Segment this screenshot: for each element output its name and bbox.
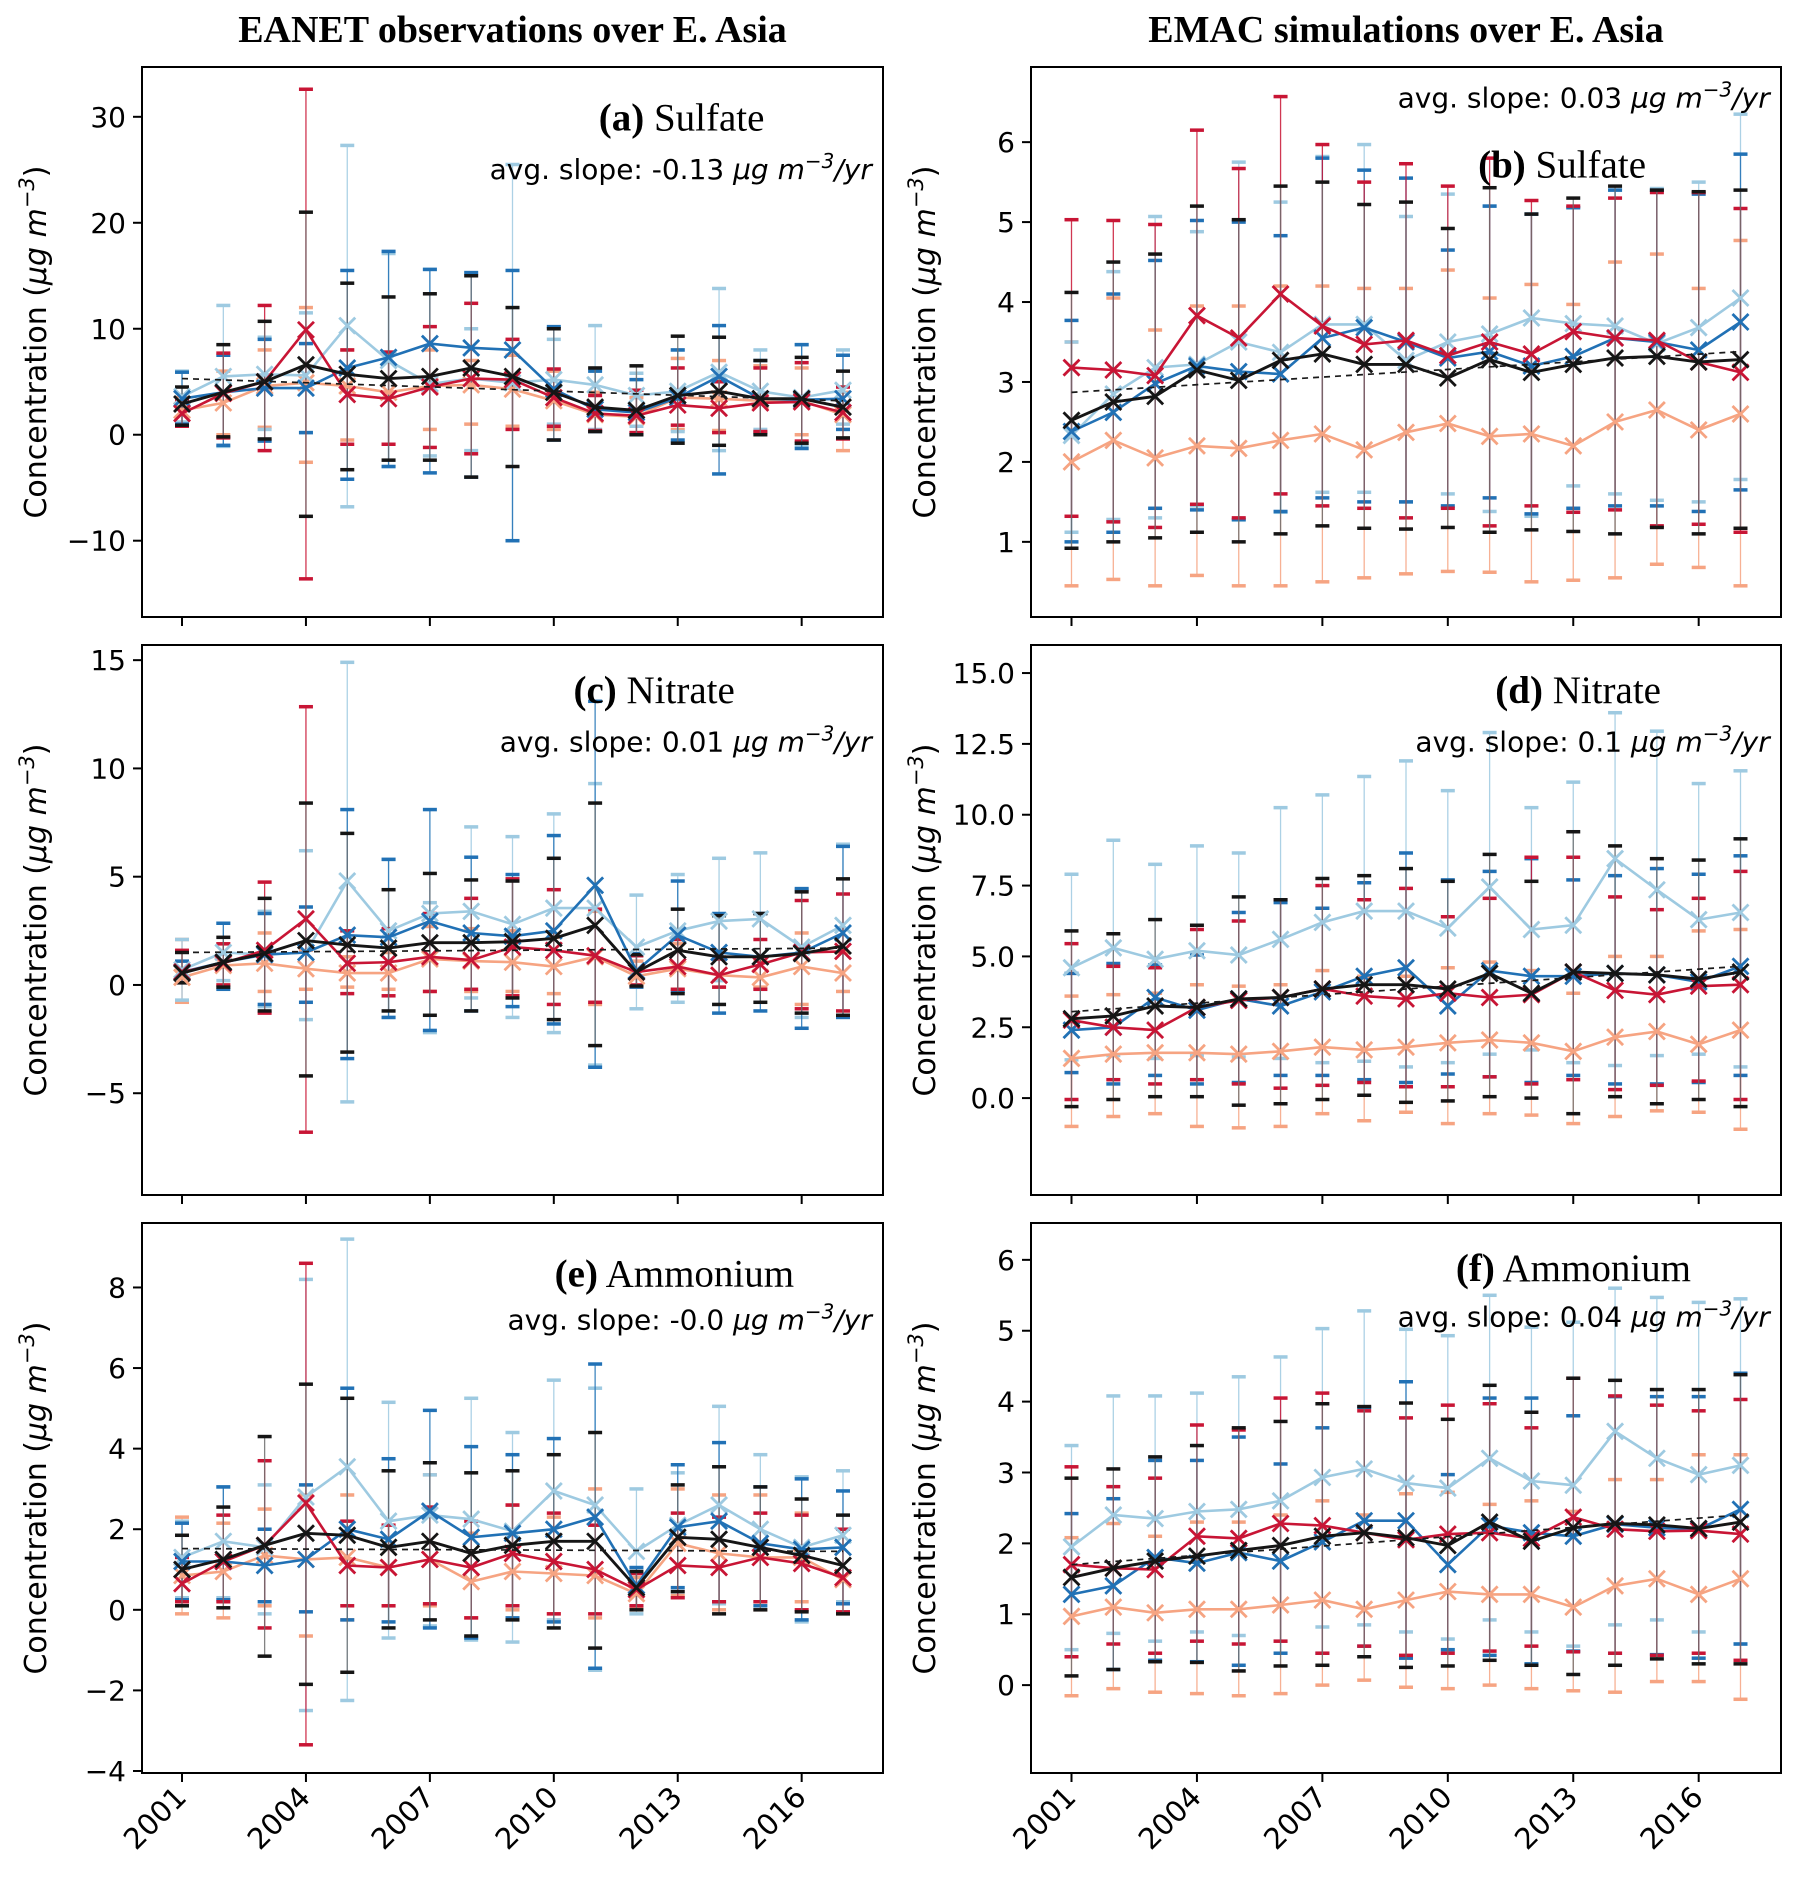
y-axis-label: Concentration (μg $m^{-3}$) (15, 165, 54, 519)
y-axis-label: Concentration (μg $m^{-3}$) (904, 165, 943, 519)
panel-a-label: (a) Sulfate (598, 96, 765, 140)
svg-text:15: 15 (90, 644, 126, 678)
svg-text:5.0: 5.0 (970, 940, 1015, 974)
x-tick-label-2004: 2004 (1131, 1779, 1208, 1857)
x-tick-label-2013: 2013 (1507, 1779, 1585, 1857)
svg-text:8: 8 (108, 1271, 126, 1305)
panel-d (904, 645, 1781, 1204)
right-column-title: EMAC simulations over E. Asia (1148, 9, 1664, 51)
panel-d-label: (d) Nitrate (1495, 669, 1661, 712)
panel-c (15, 644, 883, 1204)
panel-c-label: (c) Nitrate (573, 669, 735, 712)
panel-f-slope-annotation: avg. slope: 0.04 μg $m^{-3}/yr$ (1397, 1296, 1770, 1334)
panel-f (904, 1223, 1781, 1856)
svg-text:6: 6 (108, 1352, 126, 1386)
svg-text:20: 20 (90, 206, 126, 240)
svg-text:−4: −4 (84, 1754, 126, 1788)
svg-text:10: 10 (90, 312, 126, 346)
x-tick-label-2016: 2016 (736, 1779, 813, 1857)
panel-a-slope-annotation: avg. slope: -0.13 μg $m^{-3}/yr$ (489, 148, 872, 186)
svg-text:0.0: 0.0 (970, 1082, 1015, 1116)
panel-d-slope-annotation: avg. slope: 0.1 μg $m^{-3}/yr$ (1415, 721, 1770, 759)
x-tick-label-2007: 2007 (1257, 1779, 1334, 1857)
x-tick-label-2016: 2016 (1633, 1779, 1710, 1857)
svg-text:0: 0 (108, 1593, 126, 1627)
x-tick-label-2013: 2013 (612, 1779, 689, 1857)
panel-a (15, 67, 883, 626)
svg-text:5: 5 (108, 860, 126, 894)
x-tick-label-2010: 2010 (1382, 1779, 1459, 1857)
panel-e (15, 1223, 883, 1856)
y-axis-label: Concentration (μg $m^{-3}$) (904, 1321, 943, 1675)
x-tick-label-2001: 2001 (1006, 1779, 1083, 1857)
svg-text:0: 0 (108, 968, 126, 1002)
svg-text:−5: −5 (84, 1077, 126, 1111)
panel-b-slope-annotation: avg. slope: 0.03 μg $m^{-3}/yr$ (1397, 77, 1770, 115)
panel-e-slope-annotation: avg. slope: -0.0 μg $m^{-3}/yr$ (507, 1299, 872, 1337)
panel-f-label: (f) Ammonium (1455, 1247, 1691, 1290)
panel-c-slope-annotation: avg. slope: 0.01 μg $m^{-3}/yr$ (499, 721, 872, 759)
svg-text:10.0: 10.0 (952, 798, 1015, 832)
svg-text:2.5: 2.5 (970, 1011, 1015, 1045)
svg-text:0: 0 (997, 1669, 1015, 1703)
svg-text:5: 5 (997, 206, 1015, 240)
svg-text:4: 4 (108, 1432, 126, 1466)
svg-text:−10: −10 (66, 524, 126, 558)
y-axis-label: Concentration (μg $m^{-3}$) (15, 1321, 54, 1675)
y-axis-label: Concentration (μg $m^{-3}$) (904, 743, 943, 1097)
svg-text:4: 4 (997, 286, 1015, 320)
svg-text:6: 6 (997, 126, 1015, 160)
svg-text:30: 30 (90, 100, 126, 134)
svg-text:4: 4 (997, 1385, 1015, 1419)
svg-text:6: 6 (997, 1243, 1015, 1277)
svg-text:12.5: 12.5 (952, 727, 1015, 761)
y-axis-label: Concentration (μg $m^{-3}$) (15, 743, 54, 1097)
svg-text:−2: −2 (84, 1674, 126, 1708)
x-tick-label-2010: 2010 (488, 1779, 565, 1857)
panel-b (904, 67, 1781, 626)
svg-text:3: 3 (997, 365, 1015, 399)
svg-text:0: 0 (108, 418, 126, 452)
svg-text:5: 5 (997, 1314, 1015, 1348)
x-tick-label-2007: 2007 (364, 1779, 441, 1857)
left-column-title: EANET observations over E. Asia (238, 9, 787, 51)
svg-text:1: 1 (997, 1598, 1015, 1632)
svg-text:15.0: 15.0 (952, 657, 1015, 691)
x-tick-label-2001: 2001 (116, 1779, 193, 1857)
svg-text:7.5: 7.5 (970, 869, 1015, 903)
svg-text:3: 3 (997, 1456, 1015, 1490)
panel-b-label: (b) Sulfate (1478, 143, 1646, 187)
svg-text:10: 10 (90, 752, 126, 786)
panel-e-label: (e) Ammonium (554, 1252, 795, 1296)
svg-text:2: 2 (997, 1527, 1015, 1561)
svg-text:1: 1 (997, 525, 1015, 559)
x-tick-label-2004: 2004 (240, 1779, 317, 1857)
svg-text:2: 2 (997, 445, 1015, 479)
svg-text:2: 2 (108, 1513, 126, 1547)
